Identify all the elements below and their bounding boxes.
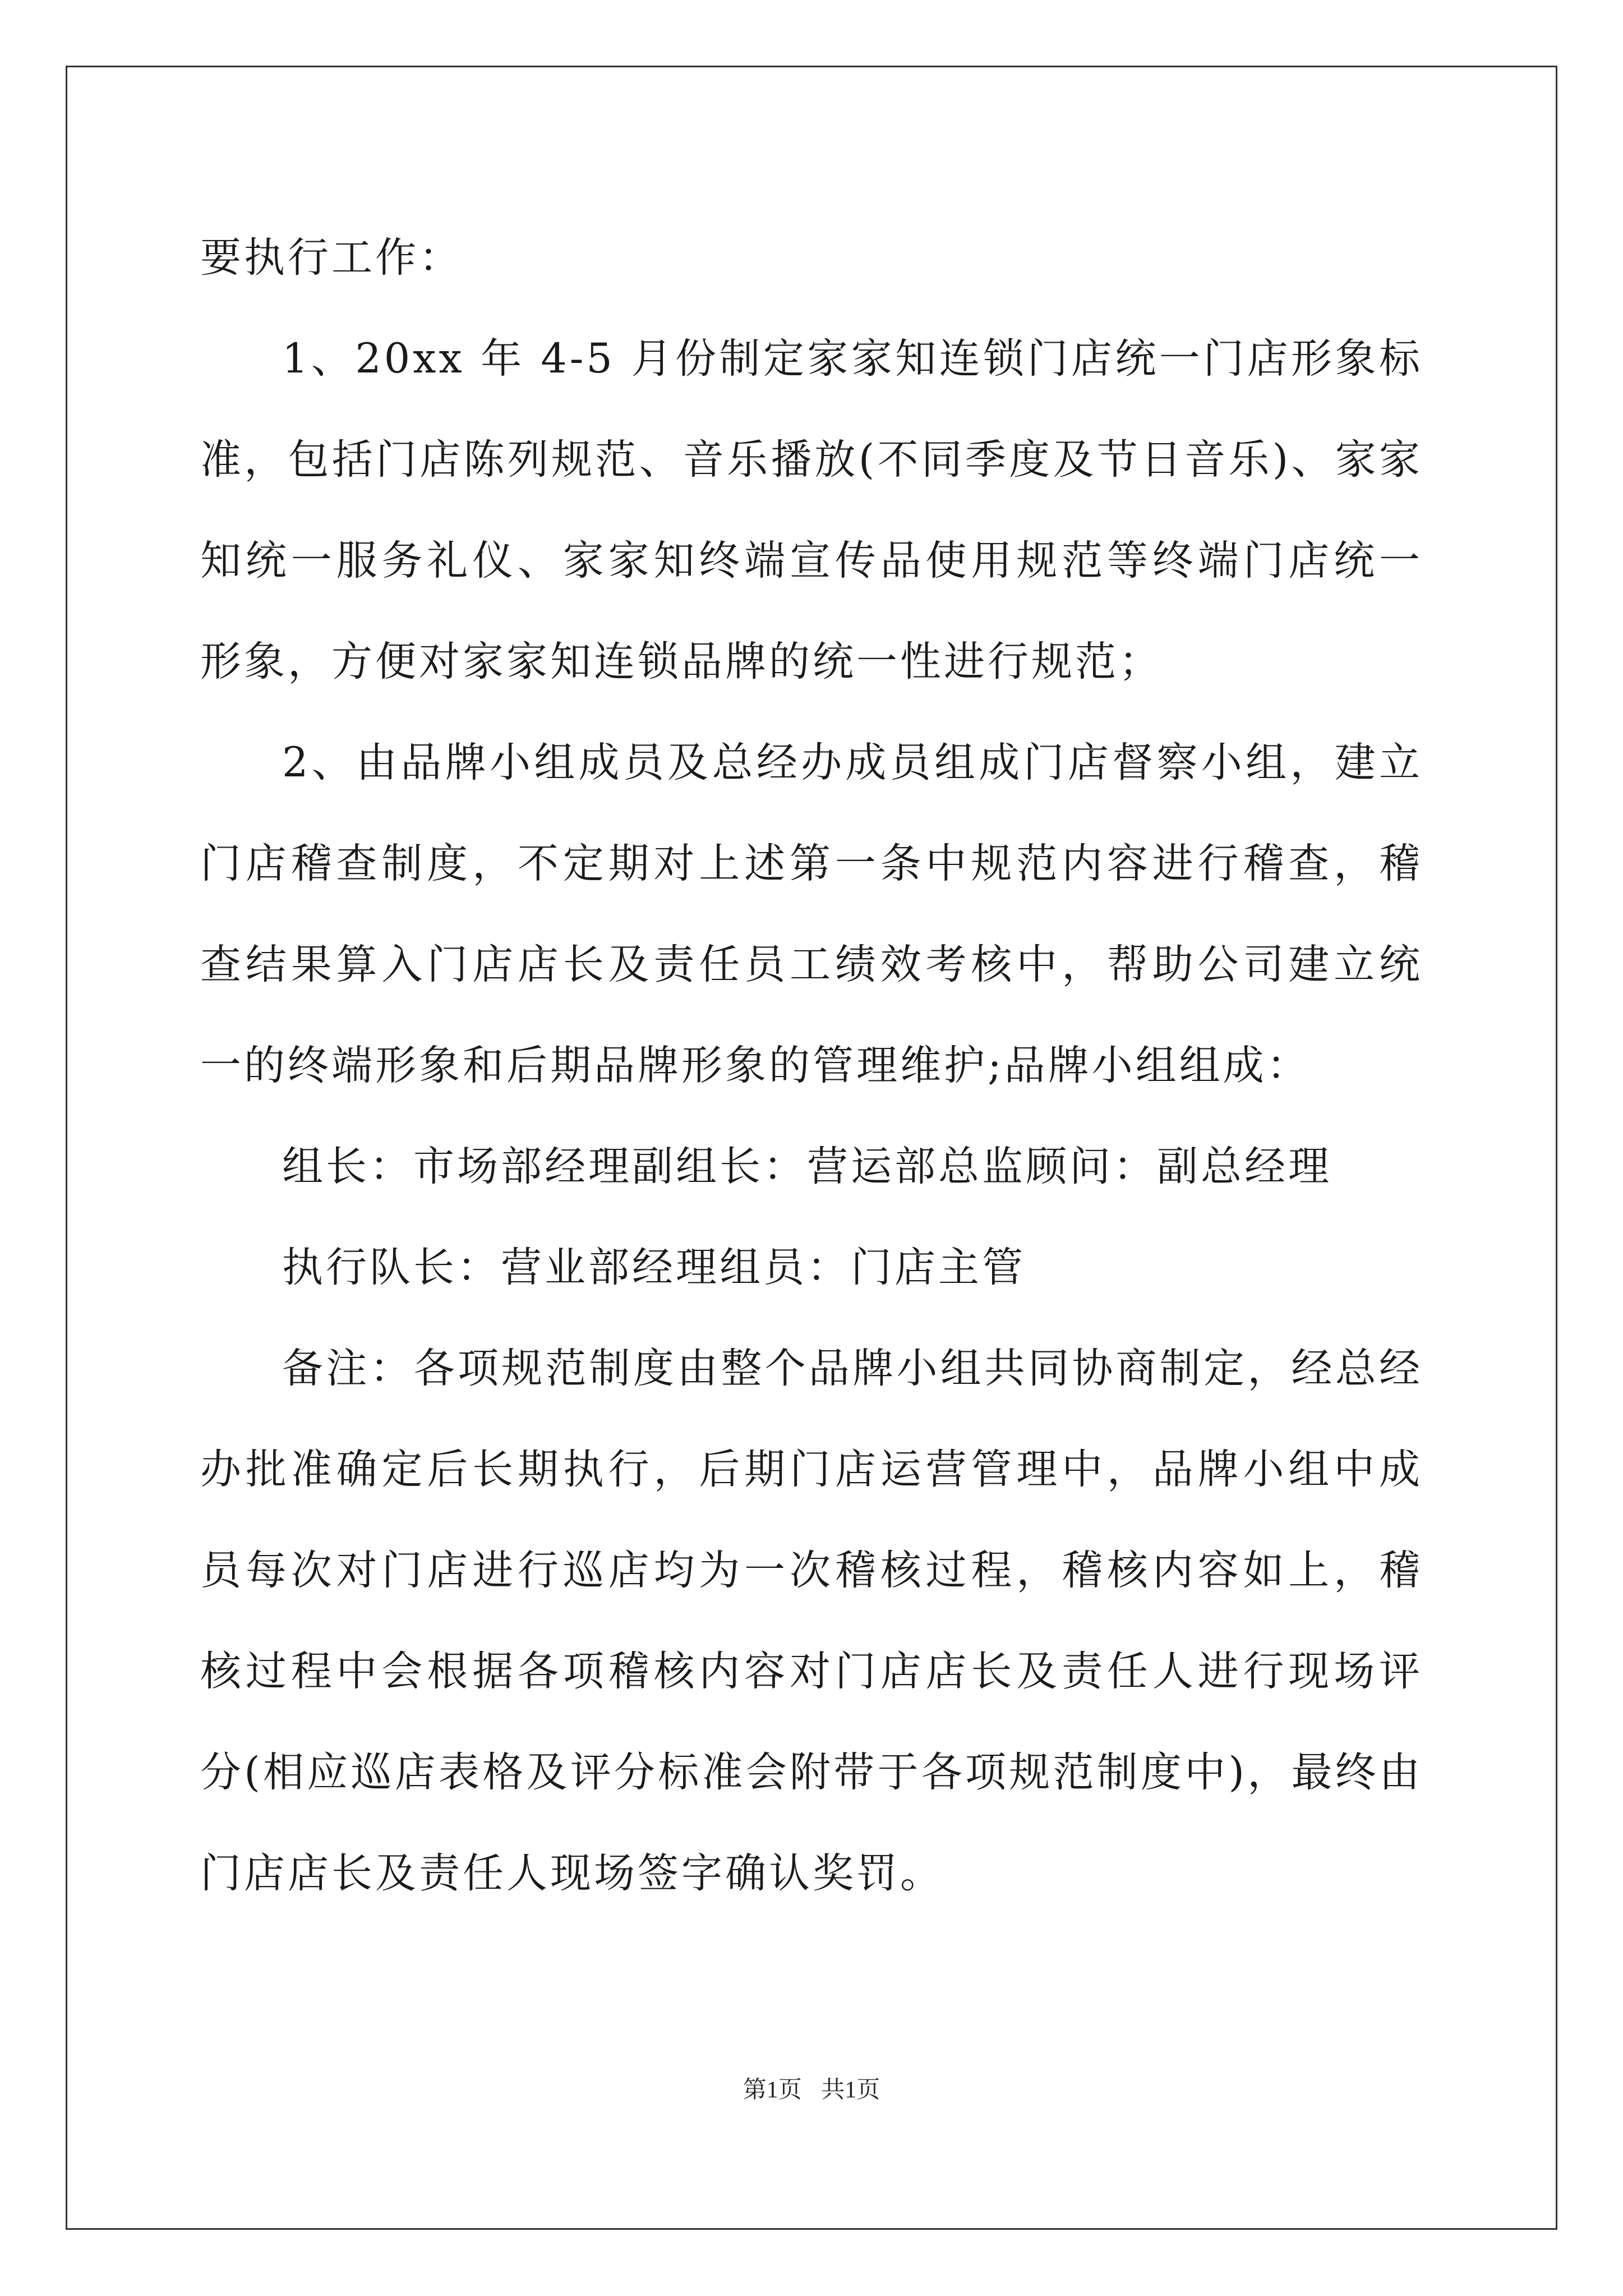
paragraph-intro: 要执行工作： <box>200 234 463 282</box>
paragraph-item-2: 2、由品牌小组成员及总经办成员组成门店督察小组，建立门店稽查制度，不定期对上述第一条中规范内容进行稽查，稽查结果算入门店店长及责任员工绩效考核中，帮助公司建立统一的终端形象和后期品牌形象的管理维护;品牌小组组成： <box>200 739 1423 1089</box>
page-footer <box>0 2071 1623 2105</box>
paragraph-team-members: 执行队长：营业部经理组员：门店主管 <box>282 1244 1026 1291</box>
paragraph-item-1: 1、20xx 年 4-5 月份制定家家知连锁门店统一门店形象标准，包括门店陈列规范、音乐播放(不同季度及节日音乐)、家家知统一服务礼仪、家家知终端宣传品使用规范等终端门店统一形象，方便对家家知连锁品牌的统一性进行规范； <box>200 335 1423 685</box>
paragraph-remarks: 备注：各项规范制度由整个品牌小组共同协商制定，经总经办批准确定后长期执行，后期门店运营管理中，品牌小组中成员每次对门店进行巡店均为一次稽核过程，稽核内容如上，稽核过程中会根据各项稽核内容对门店店长及责任人进行现场评分(相应巡店表格及评分标准会附带于各项规范制度中)，最终由门店店长及责任人现场签字确认奖罚。 <box>200 1345 1423 1897</box>
paragraph-team-leaders: 组长：市场部经理副组长：营运部总监顾问：副总经理 <box>282 1143 1332 1190</box>
document-body <box>200 208 1423 1924</box>
page-number: 第1页 <box>743 2077 802 2103</box>
page-total: 共1页 <box>821 2077 880 2103</box>
